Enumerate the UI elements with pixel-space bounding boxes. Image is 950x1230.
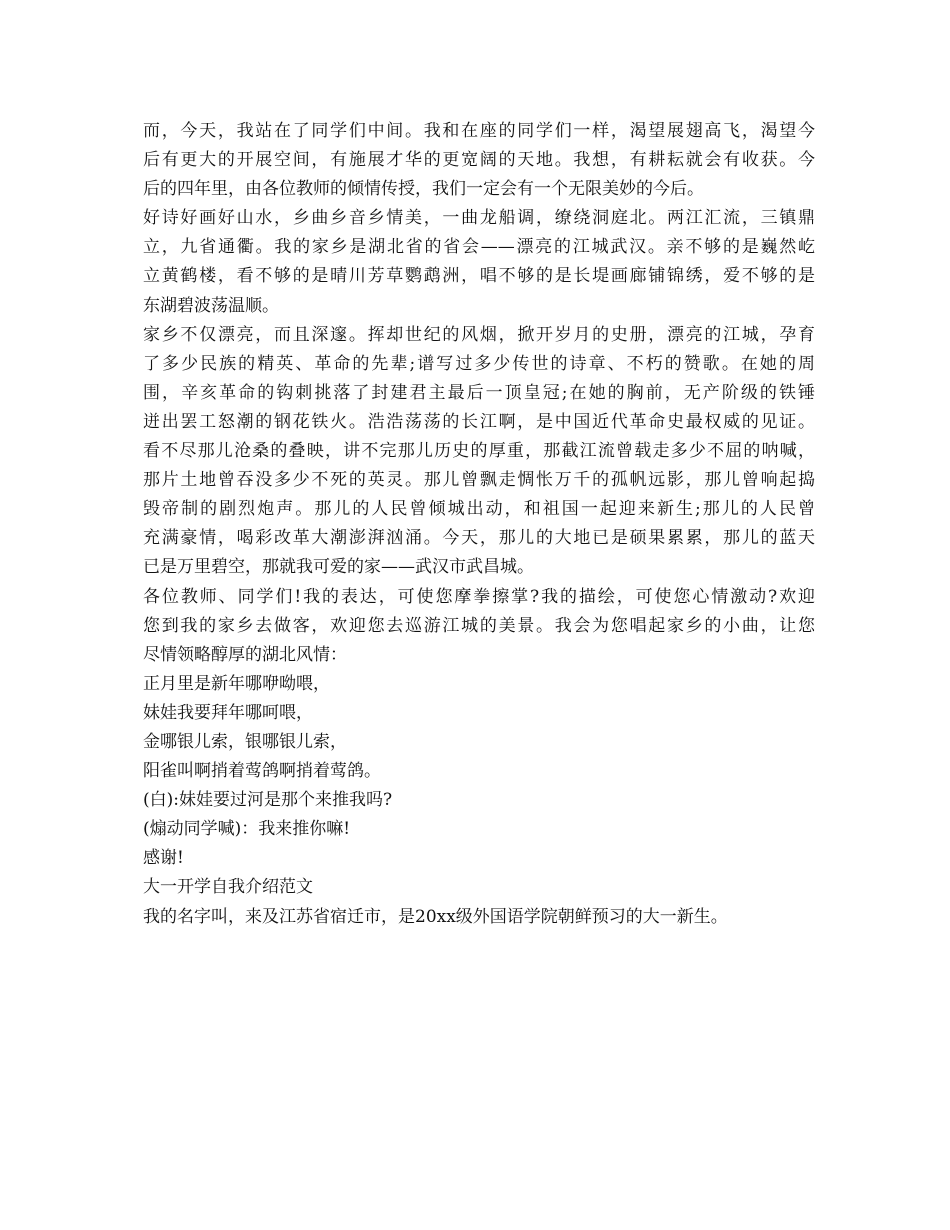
text-line: 已是万里碧空，那就我可爱的家——武汉市武昌城。: [143, 557, 534, 578]
text-line: 毁帝制的剧烈炮声。那儿的人民曾倾城出动，和祖国一起迎来新生;那儿的人民曾: [143, 499, 815, 520]
text-line: 了多少民族的精英、革命的先辈;谱写过多少传世的诗章、不朽的赞歌。在她的周: [143, 353, 815, 374]
text-line: 立黄鹤楼，看不够的是晴川芳草鹦鹉洲，唱不够的是长堤画廊铺锦绣，爱不够的是: [143, 266, 815, 287]
text-line: 各位教师、同学们!我的表达，可使您摩拳擦掌?我的描绘，可使您心情激动?欢迎: [143, 586, 815, 607]
text-line: 妹娃我要拜年哪呵喂，: [143, 702, 313, 723]
text-line: 后有更大的开展空间，有施展才华的更宽阔的天地。我想，有耕耘就会有收获。今: [143, 150, 815, 171]
text-line: 阳雀叫啊捎着莺鸽啊捎着莺鸽。: [143, 761, 381, 782]
text-line: 好诗好画好山水，乡曲乡音乡情美，一曲龙船调，缭绕洞庭北。两江汇流，三镇鼎: [143, 208, 815, 229]
text-line: 尽情领略醇厚的湖北风情：: [143, 644, 347, 665]
text-line: 立，九省通衢。我的家乡是湖北省的省会——漂亮的江城武汉。亲不够的是巍然屹: [143, 237, 815, 258]
document-body: [143, 117, 815, 932]
text-line: 正月里是新年哪咿呦喂，: [143, 673, 330, 694]
text-line: 那片土地曾吞没多少不死的英灵。那儿曾飘走惆怅万千的孤帆远影，那儿曾响起捣: [143, 470, 815, 491]
text-line: 看不尽那儿沧桑的叠映，讲不完那儿历史的厚重，那截江流曾载走多少不屈的呐喊，: [143, 441, 815, 462]
text-line: 感谢!: [143, 848, 184, 869]
text-line: 您到我的家乡去做客，欢迎您去巡游江城的美景。我会为您唱起家乡的小曲，让您: [143, 615, 815, 636]
text-line: 家乡不仅漂亮，而且深邃。挥却世纪的风烟，掀开岁月的史册，漂亮的江城，孕育: [143, 324, 815, 345]
text-line: 东湖碧波荡温顺。: [143, 295, 279, 316]
text-line: (煽动同学喊)：我来推你嘛!: [143, 819, 351, 840]
text-line: 我的名字叫，来及江苏省宿迁市，是20xx级外国语学院朝鲜预习的大一新生。: [143, 906, 728, 927]
text-line: 而，今天，我站在了同学们中间。我和在座的同学们一样，渴望展翅高飞，渴望今: [143, 121, 815, 141]
text-line: 金哪银儿索，银哪银儿索，: [143, 731, 347, 752]
text-line: 充满豪情，喝彩改革大潮澎湃汹涌。今天，那儿的大地已是硕果累累，那儿的蓝天: [143, 528, 815, 549]
text-line: (白):妹娃要过河是那个来推我吗?: [143, 790, 393, 811]
text-line: 大一开学自我介绍范文: [143, 877, 313, 898]
text-line: 围，辛亥革命的钩刺挑落了封建君主最后一顶皇冠;在她的胸前，无产阶级的铁锤: [143, 382, 815, 403]
text-line: 后的四年里，由各位教师的倾情传授，我们一定会有一个无限美妙的今后。: [143, 179, 704, 200]
text-line: 迸出罢工怒潮的钢花铁火。浩浩荡荡的长江啊，是中国近代革命史最权威的见证。: [143, 411, 815, 432]
